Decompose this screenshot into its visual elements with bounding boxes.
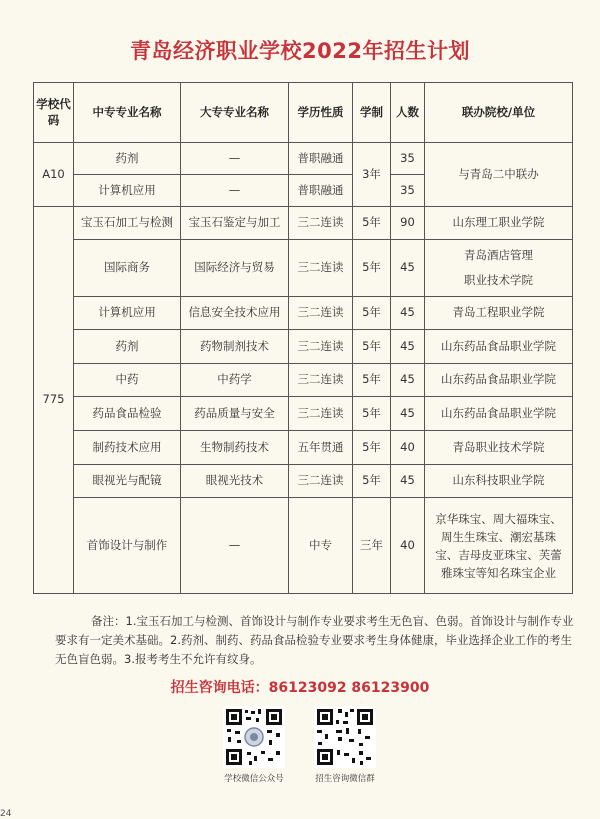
cell-count: 35 (391, 143, 425, 175)
cell-count: 45 (391, 330, 425, 364)
cell-count: 40 (391, 431, 425, 465)
cell-mid-major: 计算机应用 (74, 297, 181, 330)
table-row (34, 465, 573, 498)
cell-mid-major: 制药技术应用 (74, 431, 181, 465)
qr-code-icon (314, 706, 376, 768)
cell-nature: 普职融通 (289, 175, 353, 207)
qr-code-icon (223, 706, 285, 768)
cell-partner: 青岛职业技术学院 (425, 431, 573, 465)
partner-line: 青岛酒店管理 (464, 248, 533, 262)
cell-college-major: — (181, 143, 289, 175)
admission-hotline: 招生咨询电话：86123092 86123900 (170, 680, 430, 696)
partner-line: 京华珠宝、周大福珠宝、 (435, 511, 562, 526)
partner-line: 周生生珠宝、潮宏基珠 (441, 529, 556, 544)
table-row (34, 498, 573, 594)
cell-partner (425, 498, 573, 594)
cell-mid-major: 计算机应用 (74, 175, 181, 207)
cell-duration: 三年 (353, 498, 391, 594)
cell-duration: 5年 (353, 207, 391, 240)
qr-caption: 学校微信公众号 (224, 774, 284, 784)
cell-mid-major: 眼视光与配镜 (74, 465, 181, 498)
table-header-row (34, 83, 573, 143)
header-nature: 学历性质 (289, 83, 353, 143)
table-row (34, 297, 573, 330)
cell-duration: 5年 (353, 364, 391, 397)
qr-block-wechat-official (214, 706, 294, 784)
cell-college-major: 药品质量与安全 (181, 397, 289, 431)
cell-count: 90 (391, 207, 425, 240)
table-row (34, 364, 573, 397)
cell-nature: 五年贯通 (289, 431, 353, 465)
cell-college-major: 生物制药技术 (181, 431, 289, 465)
cell-school-code: A10 (34, 143, 74, 207)
cell-partner (425, 240, 573, 297)
cell-mid-major: 国际商务 (74, 240, 181, 297)
cell-mid-major: 药剂 (74, 143, 181, 175)
qr-caption: 招生咨询微信群 (315, 774, 375, 784)
cell-nature: 三二连读 (289, 297, 353, 330)
cell-count: 45 (391, 465, 425, 498)
cell-school-code: 775 (34, 207, 74, 594)
cell-mid-major: 中药 (74, 364, 181, 397)
partner-line: 职业技术学院 (464, 273, 533, 287)
header-count: 人数 (391, 83, 425, 143)
cell-mid-major: 首饰设计与制作 (74, 498, 181, 594)
cell-duration: 5年 (353, 297, 391, 330)
cell-college-major: 信息安全技术应用 (181, 297, 289, 330)
qr-block-wechat-group (305, 706, 385, 784)
cell-college-major: — (181, 498, 289, 594)
cell-mid-major: 药剂 (74, 330, 181, 364)
cell-count: 40 (391, 498, 425, 594)
notes-paragraph: 备注：1.宝玉石加工与检测、首饰设计与制作专业要求考生无色盲、色弱。首饰设计与制作专业要求有一定美术基础。2.药剂、制药、药品食品检验专业要求考生身体健康，毕业选择企业工作的考生无色盲色弱。3.报考考生不允许有纹身。 (55, 614, 574, 666)
cell-nature: 三二连读 (289, 240, 353, 297)
cell-count: 45 (391, 364, 425, 397)
cell-duration: 5年 (353, 240, 391, 297)
cell-nature: 三二连读 (289, 397, 353, 431)
cell-partner: 与青岛二中联办 (425, 143, 573, 207)
cell-college-major: 国际经济与贸易 (181, 240, 289, 297)
cell-college-major: 中药学 (181, 364, 289, 397)
cell-count: 35 (391, 175, 425, 207)
table-row (34, 330, 573, 364)
header-college-major: 大专专业名称 (181, 83, 289, 143)
cell-count: 45 (391, 297, 425, 330)
cell-nature: 三二连读 (289, 207, 353, 240)
cell-partner: 山东药品食品职业学院 (425, 364, 573, 397)
cell-partner: 山东药品食品职业学院 (425, 330, 573, 364)
cell-partner: 青岛工程职业学院 (425, 297, 573, 330)
table-row (34, 143, 573, 175)
cell-duration: 5年 (353, 397, 391, 431)
header-mid-major: 中专专业名称 (74, 83, 181, 143)
cell-mid-major: 宝玉石加工与检测 (74, 207, 181, 240)
cell-partner: 山东科技职业学院 (425, 465, 573, 498)
cell-college-major: 药物制剂技术 (181, 330, 289, 364)
cell-nature: 中专 (289, 498, 353, 594)
cell-nature: 三二连读 (289, 364, 353, 397)
cell-college-major: — (181, 175, 289, 207)
table-row (34, 240, 573, 297)
table-row (34, 431, 573, 465)
cell-duration: 5年 (353, 465, 391, 498)
cell-count: 45 (391, 397, 425, 431)
enrollment-plan-table (33, 82, 573, 594)
cell-duration: 5年 (353, 431, 391, 465)
cell-nature: 三二连读 (289, 330, 353, 364)
cell-nature: 普职融通 (289, 143, 353, 175)
cell-duration: 5年 (353, 330, 391, 364)
cell-nature: 三二连读 (289, 465, 353, 498)
table-row (34, 207, 573, 240)
page-number: 24 (0, 809, 12, 819)
header-school-code: 学校代码 (34, 83, 74, 143)
page-title: 青岛经济职业学校2022年招生计划 (130, 39, 470, 63)
cell-duration: 3年 (353, 143, 391, 207)
partner-line: 宝、吉母皮亚珠宝、芙蕾 (435, 547, 562, 562)
header-duration: 学制 (353, 83, 391, 143)
table-row (34, 397, 573, 431)
cell-college-major: 眼视光技术 (181, 465, 289, 498)
cell-partner: 山东理工职业学院 (425, 207, 573, 240)
header-partner: 联办院校/单位 (425, 83, 573, 143)
cell-college-major: 宝玉石鉴定与加工 (181, 207, 289, 240)
cell-mid-major: 药品食品检验 (74, 397, 181, 431)
cell-count: 45 (391, 240, 425, 297)
partner-line: 雅珠宝等知名珠宝企业 (441, 565, 556, 580)
cell-partner: 山东药品食品职业学院 (425, 397, 573, 431)
